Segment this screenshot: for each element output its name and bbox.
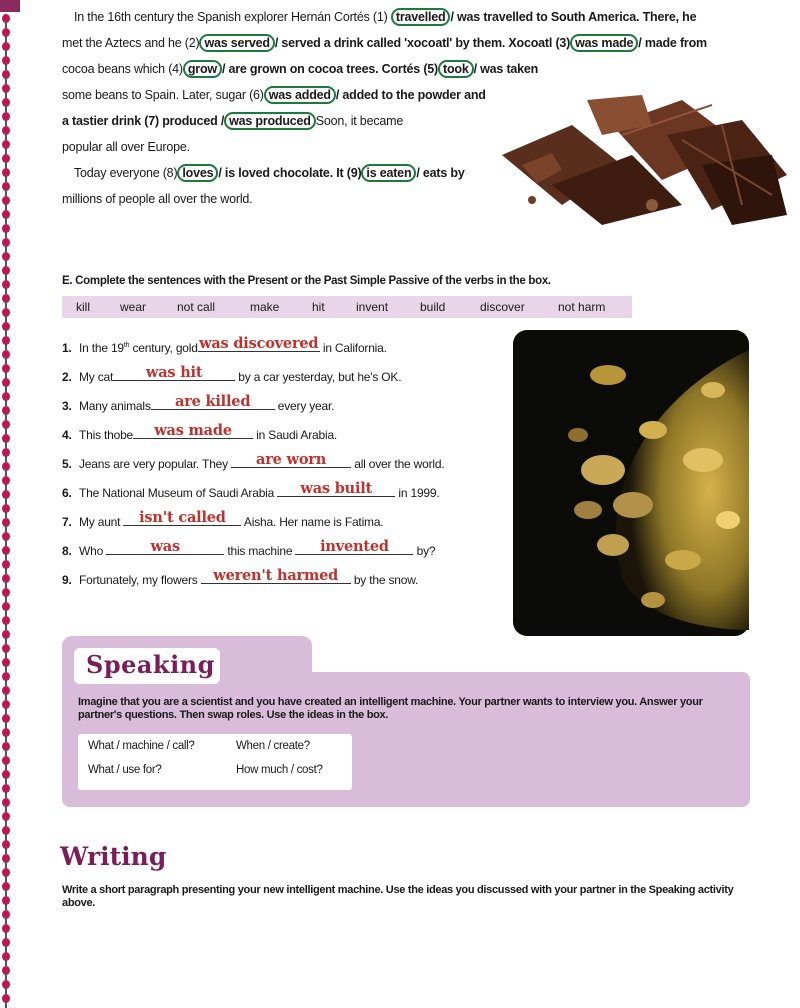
binding-wire <box>5 245 7 252</box>
binding-wire <box>5 343 7 350</box>
chocolate-image <box>492 95 788 227</box>
binding-wire <box>5 63 7 70</box>
binding-wire <box>5 525 7 532</box>
binding-wire <box>5 665 7 672</box>
answer-text: was made <box>154 422 232 439</box>
writing-instructions: Write a short paragraph presenting your new intelligent machine. Use the ideas you discussed with your partner in the Speaking activity above. <box>62 884 734 909</box>
binding-wire <box>5 469 7 476</box>
binding-wire <box>5 161 7 168</box>
verb-box-word: kill <box>76 300 90 314</box>
gold-nuggets-image <box>513 330 749 636</box>
exercise-item-4: 4. This thobe was made in Saudi Arabia. <box>62 422 338 442</box>
binding-wire <box>5 105 7 112</box>
binding-wire <box>5 21 7 28</box>
binding-wire <box>5 623 7 630</box>
binding-wire <box>5 693 7 700</box>
answer-text: are worn <box>256 451 327 468</box>
speaking-title: Speaking <box>86 650 215 679</box>
binding-wire <box>5 35 7 42</box>
binding-wire <box>5 777 7 784</box>
answer-text: are killed <box>175 393 251 410</box>
corner-tab <box>0 0 20 12</box>
binding-wire <box>5 945 7 952</box>
binding-wire <box>5 861 7 868</box>
spiral-binding <box>0 0 14 1000</box>
binding-wire <box>5 651 7 658</box>
binding-wire <box>5 553 7 560</box>
verb-box-word: not call <box>177 300 216 314</box>
binding-wire <box>5 819 7 826</box>
binding-wire <box>5 763 7 770</box>
binding-wire <box>5 399 7 406</box>
binding-wire <box>5 889 7 896</box>
binding-wire <box>5 133 7 140</box>
circled-answer: is eaten <box>361 164 416 182</box>
circled-answer: loves <box>177 164 218 182</box>
binding-wire <box>5 385 7 392</box>
verb-box-word: hit <box>312 300 325 314</box>
idea-item: How much / cost? <box>236 764 323 776</box>
binding-wire <box>5 609 7 616</box>
binding-wire <box>5 259 7 266</box>
circled-answer: grow <box>183 60 222 78</box>
reading-line-7: Today everyone (8) loves / is loved chocolate. It (9) is eaten / eats by <box>74 166 465 180</box>
binding-wire <box>5 91 7 98</box>
binding-wire <box>5 301 7 308</box>
circled-answer: was made <box>570 34 638 52</box>
circled-answer: took <box>438 60 474 78</box>
reading-line-1: In the 16th century the Spanish explorer Hernán Cortés (1) travelled / was travelled to South America. There, he <box>74 10 697 24</box>
binding-wire <box>5 357 7 364</box>
exercise-item-6: 6. The National Museum of Saudi Arabia was built in 1999. <box>62 480 440 500</box>
binding-wire <box>5 959 7 966</box>
binding-wire <box>5 427 7 434</box>
binding-wire <box>5 483 7 490</box>
binding-wire <box>5 371 7 378</box>
reading-line-2: met the Aztecs and he (2) was served / served a drink called 'xocoatl' by them. Xocoatl (3) was made / made from <box>62 36 707 50</box>
binding-wire <box>5 413 7 420</box>
binding-wire <box>5 917 7 924</box>
binding-wire <box>5 315 7 322</box>
verb-box-word: build <box>420 300 446 314</box>
binding-wire <box>5 539 7 546</box>
exercise-e-heading: E. Complete the sentences with the Present or the Past Simple Passive of the verbs in the box. <box>62 275 551 287</box>
binding-wire <box>5 973 7 980</box>
verb-box-word: make <box>250 300 280 314</box>
binding-wire <box>5 497 7 504</box>
binding-wire <box>5 581 7 588</box>
binding-wire <box>5 455 7 462</box>
exercise-item-7: 7. My aunt isn't called Aisha. Her name is Fatima. <box>62 509 384 529</box>
ideas-box <box>78 734 352 790</box>
exercise-item-9: 9. Fortunately, my flowers weren't harmed by the snow. <box>62 567 419 587</box>
binding-wire <box>5 721 7 728</box>
speaking-instructions: Imagine that you are a scientist and you have created an intelligent machine. Your partner wants to interview you. Answer your partner's questions. Then swap roles. Use the ideas in the box. <box>78 696 703 721</box>
idea-item: What / use for? <box>88 764 162 776</box>
verb-box-word: not harm <box>558 300 606 314</box>
answer-text: was discovered <box>199 335 319 352</box>
exercise-item-5: 5. Jeans are very popular. They are worn all over the world. <box>62 451 445 471</box>
binding-wire <box>5 735 7 742</box>
binding-wire <box>5 805 7 812</box>
exercise-item-2: 2. My cat was hit by a car yesterday, but he's OK. <box>62 364 402 384</box>
verb-box-word: discover <box>480 300 525 314</box>
binding-wire <box>5 49 7 56</box>
binding-wire <box>5 147 7 154</box>
binding-wire <box>5 273 7 280</box>
speaking-title-box <box>74 648 220 684</box>
binding-wire <box>5 287 7 294</box>
reading-line-6: popular all over Europe. <box>62 140 190 154</box>
verb-box-word: wear <box>120 300 147 314</box>
binding-wire <box>5 77 7 84</box>
binding-wire <box>5 231 7 238</box>
binding-wire <box>5 707 7 714</box>
idea-item: What / machine / call? <box>88 740 195 752</box>
exercise-item-8: 8. Who was this machine invented by? <box>62 538 436 558</box>
answer-text: was hit <box>145 364 203 381</box>
reading-line-3: cocoa beans which (4) grow / are grown on cocoa trees. Cortés (5) took / was taken <box>62 62 539 76</box>
answer-text: weren't harmed <box>213 567 339 584</box>
binding-wire <box>5 791 7 798</box>
binding-wire <box>5 1001 7 1008</box>
reading-line-5: a tastier drink (7) produced / was produced Soon, it became <box>62 114 404 128</box>
binding-wire <box>5 329 7 336</box>
binding-wire <box>5 847 7 854</box>
binding-wire <box>5 637 7 644</box>
answer-text: was <box>150 538 180 555</box>
exercise-item-1: 1. In the 19th century, gold was discovered in California. <box>62 335 387 355</box>
binding-wire <box>5 189 7 196</box>
binding-wire <box>5 217 7 224</box>
answer-text: invented <box>320 538 389 555</box>
binding-wire <box>5 833 7 840</box>
verb-box <box>62 296 632 318</box>
binding-wire <box>5 903 7 910</box>
verb-box-word: invent <box>356 300 389 314</box>
binding-wire <box>5 567 7 574</box>
circled-answer: was produced <box>224 112 316 130</box>
binding-wire <box>5 119 7 126</box>
binding-wire <box>5 931 7 938</box>
reading-line-4: some beans to Spain. Later, sugar (6) was added / added to the powder and <box>62 88 486 102</box>
exercise-item-3: 3. Many animals are killed every year. <box>62 393 335 413</box>
binding-wire <box>5 175 7 182</box>
circled-answer: travelled <box>391 8 451 26</box>
binding-wire <box>5 749 7 756</box>
circled-answer: was served <box>199 34 274 52</box>
binding-wire <box>5 203 7 210</box>
binding-wire <box>5 679 7 686</box>
answer-text: isn't called <box>139 509 226 526</box>
binding-wire <box>5 875 7 882</box>
binding-wire <box>5 511 7 518</box>
answer-text: was built <box>300 480 373 497</box>
writing-title: Writing <box>60 842 167 871</box>
circled-answer: was added <box>264 86 336 104</box>
reading-line-8: millions of people all over the world. <box>62 192 253 206</box>
binding-wire <box>5 987 7 994</box>
binding-wire <box>5 441 7 448</box>
binding-wire <box>5 595 7 602</box>
idea-item: When / create? <box>236 740 310 752</box>
